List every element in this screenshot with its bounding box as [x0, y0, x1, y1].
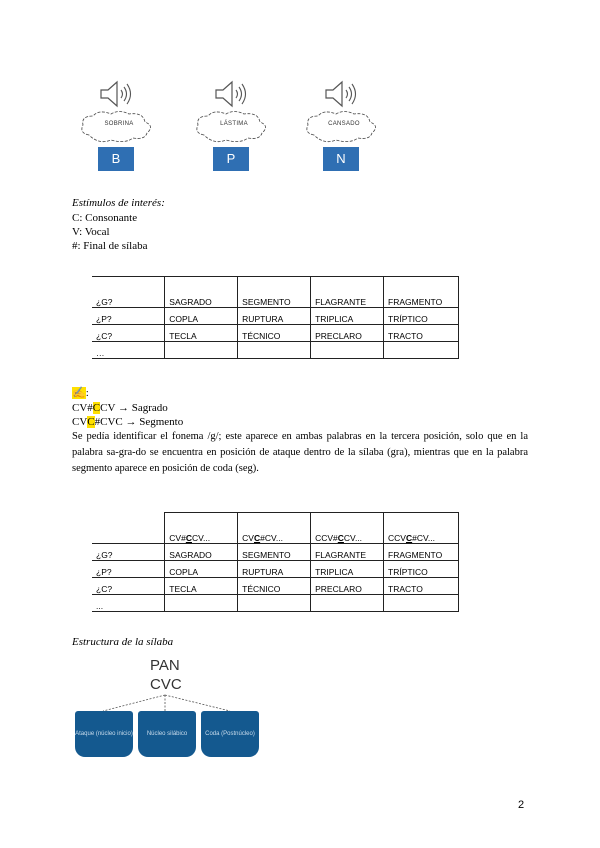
- pattern-pre: CCV#: [315, 533, 338, 543]
- table-cell: SEGMENTO: [238, 544, 311, 561]
- table-row: [92, 578, 459, 595]
- stimulus-word: CANSADO: [328, 121, 360, 127]
- table-cell: ¿P?: [92, 308, 165, 325]
- pattern-mark: C: [185, 533, 192, 543]
- table-cell: TÉCNICO: [238, 578, 311, 595]
- table-cell: ...: [92, 595, 165, 612]
- phoneme-table-1: [92, 276, 459, 359]
- pattern-post: #CV...: [260, 533, 283, 543]
- table-cell: TECLA: [165, 578, 238, 595]
- table-cell: [384, 595, 459, 612]
- onset-box: Ataque (núcleo inicio): [75, 711, 133, 757]
- table-cell: [165, 595, 238, 612]
- pattern-line-2: [72, 415, 183, 429]
- pattern-post: CV...: [343, 533, 363, 543]
- pattern-pre: CV#: [72, 402, 93, 414]
- nucleus-box: Núcleo silábico: [138, 711, 196, 757]
- table-row: [92, 277, 459, 308]
- pattern-mark: C: [253, 533, 261, 543]
- table-cell: ¿C?: [92, 578, 165, 595]
- table-cell: PRECLARO: [311, 578, 384, 595]
- table-cell: PRECLARO: [311, 325, 384, 342]
- pattern-mark: C: [337, 533, 344, 543]
- table-row: [92, 513, 459, 544]
- table-cell: TRIPLICA: [311, 308, 384, 325]
- pattern-cell: [165, 513, 238, 544]
- pattern-post: #CVC → Segmento: [94, 416, 184, 428]
- table-cell: ¿P?: [92, 561, 165, 578]
- phoneme-box-b: B: [98, 147, 134, 171]
- table-cell: FRAGMENTO: [384, 544, 459, 561]
- table-row: [92, 561, 459, 578]
- table-cell: [311, 342, 384, 359]
- legend-item: C: Consonante: [72, 212, 138, 224]
- syllable-word: PAN: [150, 657, 180, 674]
- legend-item: #: Final de sílaba: [72, 240, 148, 252]
- pattern-pre: CV#: [169, 533, 186, 543]
- table-cell: [311, 595, 384, 612]
- table-cell: [165, 342, 238, 359]
- explanation-paragraph: Se pedía identificar el fonema /g/; este aparece en ambas palabras en la tercera posición, solo que en la palabra sa-gra-do se encuentra en posición de ataque dentro de la sílaba (gra), mientras que en la palabra segmento aparece en posición de coda (seg).: [72, 431, 528, 474]
- tree-connector: [80, 694, 260, 712]
- table-cell: [384, 342, 459, 359]
- note-colon: :: [85, 387, 89, 399]
- table-cell: [238, 595, 311, 612]
- table-cell: FRAGMENTO: [384, 277, 459, 308]
- table-row: [92, 595, 459, 612]
- table-cell: …: [92, 342, 165, 359]
- table-row: [92, 325, 459, 342]
- table-row: [92, 544, 459, 561]
- table-cell: ¿C?: [92, 325, 165, 342]
- syllable-pattern: CVC: [150, 676, 182, 693]
- table-cell: SAGRADO: [165, 544, 238, 561]
- table-cell: RUPTURA: [238, 561, 311, 578]
- pattern-pre: CV: [72, 416, 88, 428]
- table-cell: ¿G?: [92, 544, 165, 561]
- pattern-cell: [384, 513, 459, 544]
- table-cell: SAGRADO: [165, 277, 238, 308]
- pattern-pre: CV: [242, 533, 254, 543]
- page-number: 2: [518, 799, 525, 811]
- table-cell: TRÍPTICO: [384, 308, 459, 325]
- table-cell: ¿G?: [92, 277, 165, 308]
- pattern-pre: CCV: [388, 533, 406, 543]
- writing-hand-icon: ✍: [72, 387, 86, 399]
- table-cell: COPLA: [165, 561, 238, 578]
- note-header: [72, 386, 89, 400]
- phoneme-box-n: N: [323, 147, 359, 171]
- pattern-mark: C: [87, 416, 95, 428]
- speaker-icon: [98, 80, 134, 108]
- table-cell: TRACTO: [384, 325, 459, 342]
- table-cell: TRACTO: [384, 578, 459, 595]
- table-cell: [238, 342, 311, 359]
- phoneme-box-p: P: [213, 147, 249, 171]
- pattern-cell: [311, 513, 384, 544]
- table-cell: SEGMENTO: [238, 277, 311, 308]
- syllable-title: Estructura de la sílaba: [72, 636, 174, 648]
- stimulus-word: SOBRINA: [104, 121, 134, 127]
- table-cell: RUPTURA: [238, 308, 311, 325]
- pattern-post: CV → Sagrado: [100, 402, 168, 414]
- phoneme-table-2: [92, 512, 459, 612]
- pattern-mark: C: [405, 533, 413, 543]
- pattern-line-1: [72, 401, 168, 415]
- legend-title: Estímulos de interés:: [72, 197, 165, 209]
- pattern-post: CV...: [191, 533, 211, 543]
- pattern-mark: C: [92, 402, 101, 414]
- legend-item: V: Vocal: [72, 226, 110, 238]
- table-cell: FLAGRANTE: [311, 544, 384, 561]
- pattern-cell: [238, 513, 311, 544]
- pattern-post: #CV...: [412, 533, 435, 543]
- table-row: [92, 342, 459, 359]
- table-cell: TRIPLICA: [311, 561, 384, 578]
- coda-box: Coda (Postnúcleo): [201, 711, 259, 757]
- table-cell: COPLA: [165, 308, 238, 325]
- table-row: [92, 308, 459, 325]
- table-cell: FLAGRANTE: [311, 277, 384, 308]
- table-cell: TRÍPTICO: [384, 561, 459, 578]
- speaker-icon: [213, 80, 249, 108]
- table-cell: [92, 513, 165, 544]
- table-cell: TÉCNICO: [238, 325, 311, 342]
- speaker-icon: [323, 80, 359, 108]
- table-cell: TECLA: [165, 325, 238, 342]
- stimulus-word: LÁSTIMA: [220, 121, 248, 127]
